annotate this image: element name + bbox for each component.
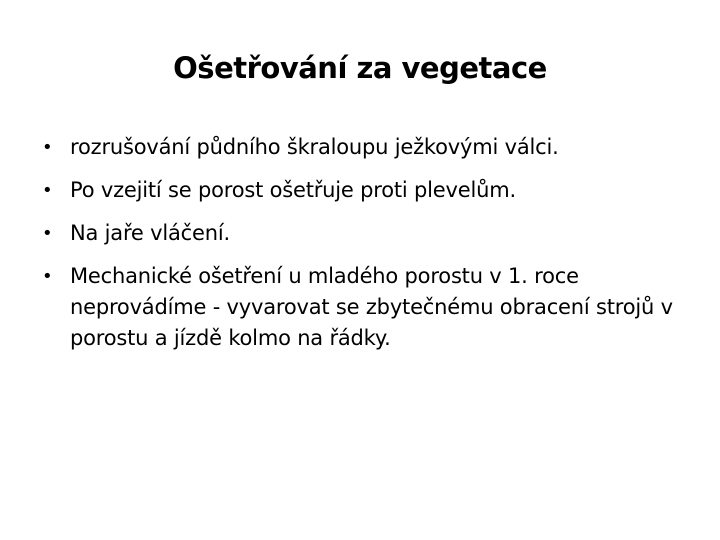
list-item	[40, 261, 690, 354]
list-item	[40, 175, 690, 206]
slide-title: Ošetřování za vegetace	[173, 51, 547, 85]
list-item	[40, 218, 690, 249]
bullet-dot-icon: •	[42, 223, 53, 244]
bullet-dot-icon: •	[42, 137, 53, 158]
bullet-text: rozrušování půdního škraloupu ježkovými válci.	[70, 135, 559, 159]
bullet-text: Na jaře vláčení.	[70, 221, 230, 245]
list-item	[40, 132, 690, 163]
bullet-text: Po vzejití se porost ošetřuje proti plevelům.	[70, 178, 516, 202]
bullet-list	[40, 132, 690, 366]
bullet-text: Mechanické ošetření u mladého porostu v 1. roce neprovádíme - vyvarovat se zbytečnému obracení strojů v porostu a jízdě kolmo na řádky.	[70, 264, 673, 350]
bullet-dot-icon: •	[42, 266, 53, 287]
bullet-dot-icon: •	[42, 180, 53, 201]
